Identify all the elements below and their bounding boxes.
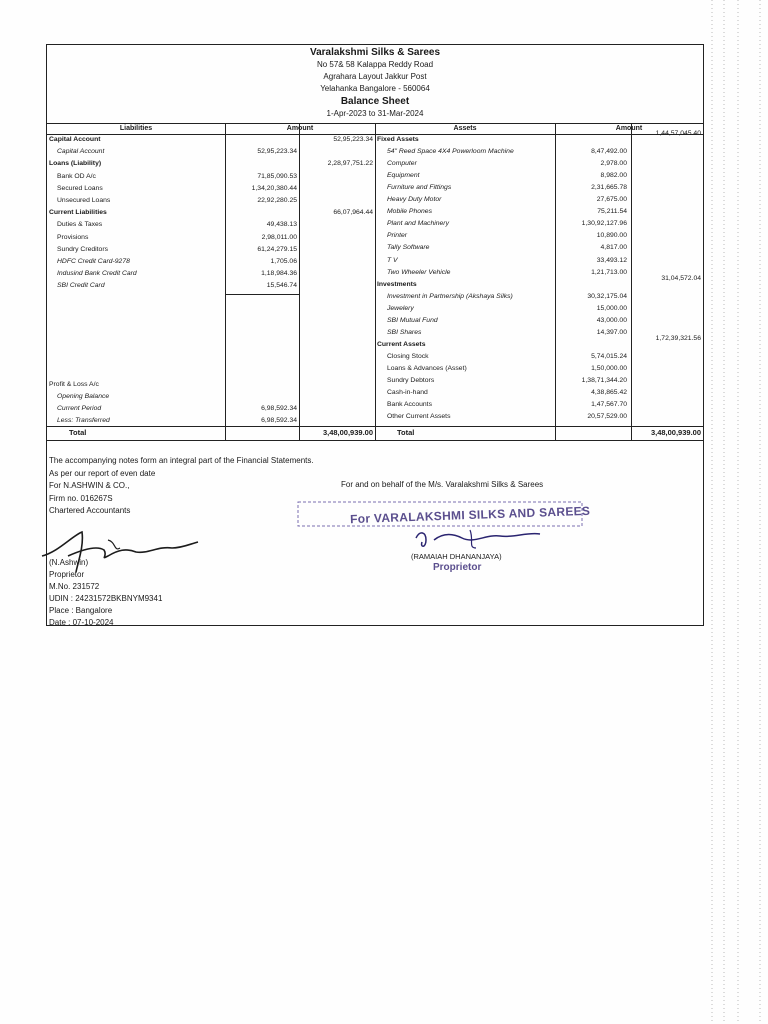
asset-label: Equipment — [387, 172, 420, 180]
asset-label: T V — [387, 256, 398, 264]
asset-group-total: 1,72,39,321.56 — [655, 334, 701, 342]
asset-value: 15,000.00 — [596, 304, 627, 312]
asset-value: 27,675.00 — [596, 196, 627, 204]
liability-label: Bank OD A/c — [57, 172, 96, 180]
asset-value: 43,000.00 — [596, 316, 627, 324]
asset-value: 30,32,175.04 — [587, 292, 627, 300]
liability-label: SBI Credit Card — [57, 282, 105, 290]
liability-value: 1,34,20,380.44 — [251, 184, 297, 192]
liability-value: 15,546.74 — [266, 282, 297, 290]
statement-title: Balance Sheet — [340, 96, 410, 107]
liability-value: 22,92,280.25 — [257, 197, 297, 204]
bleed-through-marks — [708, 0, 768, 1024]
asset-group-total: 31,04,572.04 — [661, 274, 701, 282]
asset-value: 10,890.00 — [596, 232, 627, 240]
liability-label: Capital Account — [49, 136, 101, 143]
asset-label: Investments — [377, 280, 417, 288]
liability-value: 71,85,090.53 — [257, 172, 297, 180]
pl-label: Opening Balance — [57, 393, 110, 400]
rule-v2 — [299, 124, 300, 440]
company-stamp: For VARALAKSHMI SILKS AND SAREES — [349, 503, 591, 527]
pl-value: 6,98,592.34 — [261, 405, 297, 412]
total-right-label: Total — [397, 428, 415, 437]
liability-label: Duties & Taxes — [57, 221, 103, 229]
liability-value: 49,438.13 — [266, 221, 297, 229]
ca-place: Place : Bangalore — [49, 606, 113, 615]
asset-value: 1,21,713.00 — [591, 268, 627, 276]
liability-label: Unsecured Loans — [57, 197, 111, 204]
pl-label: Profit & Loss A/c — [49, 381, 99, 388]
liability-label: Sundry Creditors — [57, 245, 108, 253]
ca-signature — [38, 526, 208, 578]
ca-firm-number: Firm no. 016267S — [49, 494, 113, 503]
address-line-2: Agrahara Layout Jakkur Post — [323, 72, 427, 81]
report-text: As per our report of even date — [49, 469, 156, 478]
asset-label: Furniture and Fittings — [387, 184, 452, 192]
asset-label: Current Assets — [377, 340, 426, 348]
rule-v3 — [375, 124, 376, 440]
address-line-1: No 57& 58 Kalappa Reddy Road — [316, 60, 434, 69]
asset-value: 2,978.00 — [600, 160, 627, 168]
asset-label: Cash-in-hand — [387, 389, 428, 397]
asset-value: 14,397.00 — [596, 328, 627, 336]
col-assets: Assets — [453, 125, 477, 132]
liability-label: Provisions — [57, 233, 89, 241]
asset-value: 20,57,529.00 — [587, 413, 627, 421]
liability-label: Current Liabilities — [49, 209, 107, 217]
pl-label: Current Period — [57, 405, 102, 412]
asset-label: Investment in Partnership (Akshaya Silks) — [387, 292, 513, 300]
ca-membership-no: M.No. 231572 — [49, 582, 100, 591]
asset-label: Plant and Machinery — [387, 220, 449, 228]
address-line-3: Yelahanka Bangalore - 560064 — [320, 84, 430, 93]
asset-label: 54" Reed Space 4X4 Powerloom Machine — [387, 148, 514, 156]
asset-value: 5,74,015.24 — [591, 352, 627, 360]
asset-label: SBI Mutual Fund — [387, 316, 438, 324]
liability-subtotal-rule — [225, 294, 299, 295]
asset-label: Jewelery — [387, 304, 414, 312]
asset-value: 4,817.00 — [600, 244, 627, 252]
signatory-role: Proprietor — [433, 562, 482, 573]
asset-value: 1,30,92,127.96 — [581, 220, 627, 228]
ca-role: Proprietor — [49, 570, 85, 579]
statement-period: 1-Apr-2023 to 31-Mar-2024 — [326, 109, 424, 118]
pl-label: Less: Transferred — [57, 417, 110, 424]
liability-group-total: 66,07,964.44 — [333, 209, 373, 217]
liability-group-total: 52,95,223.34 — [333, 136, 373, 143]
ca-designation: Chartered Accountants — [49, 506, 131, 515]
asset-label: Loans & Advances (Asset) — [387, 364, 467, 372]
stamp-border — [296, 458, 586, 528]
liability-label: Secured Loans — [57, 184, 103, 192]
balance-table — [47, 123, 703, 441]
liability-label: HDFC Credit Card-9278 — [57, 258, 130, 265]
asset-label: Mobile Phones — [387, 208, 432, 216]
total-right-value: 3,48,00,939.00 — [650, 428, 701, 437]
company-name: Varalakshmi Silks & Sarees — [309, 47, 441, 58]
col-amount-left: Amount — [286, 125, 314, 132]
liability-group-total: 2,28,97,751.22 — [327, 160, 373, 168]
col-liabilities: Liabilities — [119, 125, 153, 132]
liability-label: Indusind Bank Credit Card — [57, 270, 137, 278]
asset-group-total: 1,44,57,045.40 — [655, 130, 701, 137]
ca-name: (N.Ashwin) — [49, 558, 89, 567]
ca-firm: For N.ASHWIN & CO., — [49, 481, 130, 490]
asset-value: 75,211.54 — [597, 208, 627, 216]
liability-label: Loans (Liability) — [49, 160, 102, 168]
liability-value: 2,98,011.00 — [261, 233, 297, 241]
asset-label: Closing Stock — [387, 352, 429, 360]
notes-text: The accompanying notes form an integral part of the Financial Statements. — [49, 456, 314, 465]
total-left-label: Total — [69, 428, 87, 437]
rule-v4 — [555, 124, 556, 440]
ca-date: Date : 07-10-2024 — [49, 618, 114, 627]
signatory-name: (RAMAIAH DHANANJAYA) — [411, 552, 502, 561]
liability-value: 61,24,279.15 — [257, 245, 297, 253]
pl-value: 6,98,592.34 — [261, 417, 297, 424]
asset-value: 8,47,492.00 — [591, 148, 627, 156]
rule-v5 — [631, 124, 632, 440]
col-amount-right: Amount — [615, 125, 643, 132]
asset-label: Tally Software — [387, 244, 430, 252]
liability-value: 1,705.06 — [270, 258, 297, 265]
asset-value: 4,38,865.42 — [591, 389, 627, 397]
total-left-value: 3,48,00,939.00 — [322, 428, 373, 437]
asset-label: Fixed Assets — [377, 136, 419, 143]
liability-value: 1,18,984.36 — [261, 270, 297, 278]
asset-label: Other Current Assets — [387, 413, 451, 421]
asset-value: 1,47,567.70 — [591, 401, 627, 409]
liability-label: Capital Account — [57, 148, 105, 156]
asset-value: 8,982.00 — [600, 172, 627, 180]
asset-label: Heavy Duty Motor — [387, 196, 442, 204]
rule-v1 — [225, 124, 226, 440]
total-rule — [47, 426, 703, 427]
proprietor-signature — [410, 526, 550, 556]
asset-value: 1,50,000.00 — [591, 364, 627, 372]
ca-udin: UDIN : 24231572BKBNYM9341 — [49, 594, 163, 603]
asset-label: Computer — [387, 160, 417, 168]
asset-label: Sundry Debtors — [387, 377, 435, 384]
asset-label: Bank Accounts — [387, 401, 432, 409]
liability-value: 52,95,223.34 — [257, 148, 297, 156]
behalf-text: For and on behalf of the M/s. Varalakshmi Silks & Sarees — [341, 480, 544, 489]
asset-value: 33,493.12 — [596, 256, 627, 264]
asset-label: Printer — [387, 232, 408, 240]
asset-label: SBI Shares — [387, 328, 422, 336]
asset-value: 1,38,71,344.20 — [581, 377, 627, 384]
asset-value: 2,31,665.78 — [591, 184, 627, 192]
asset-label: Two Wheeler Vehicle — [387, 268, 451, 276]
